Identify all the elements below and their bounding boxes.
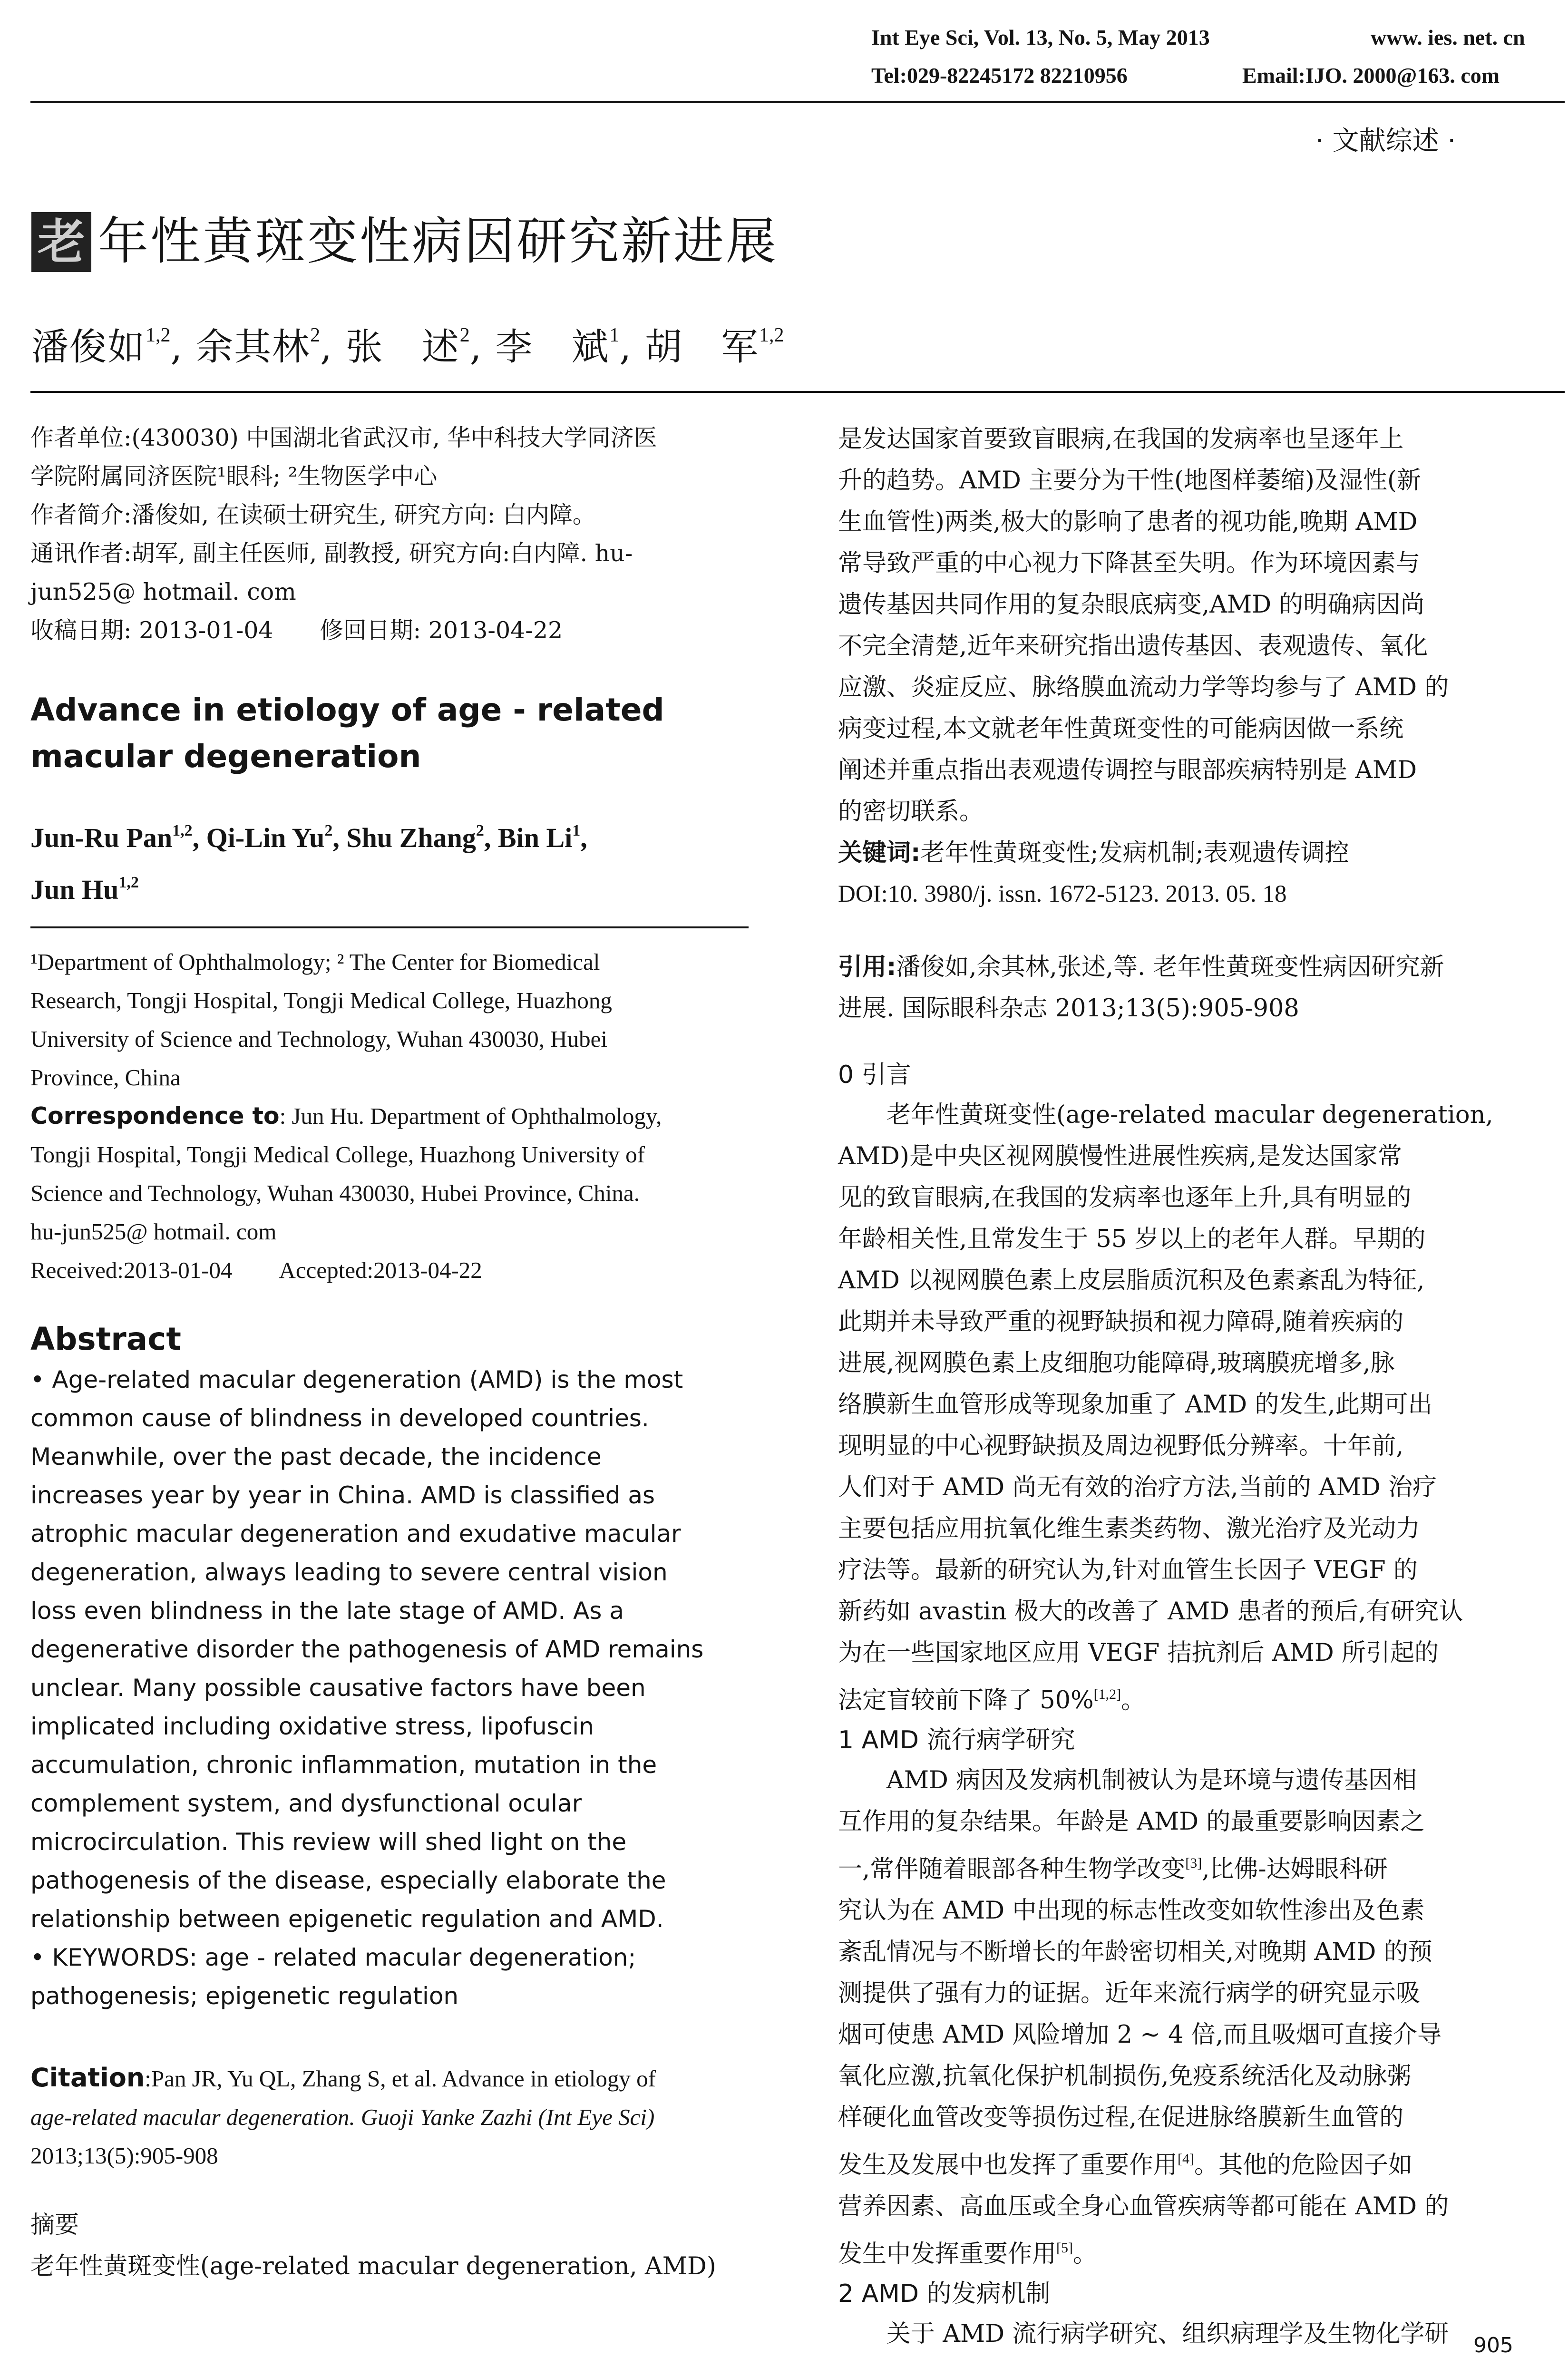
corresponding-email: jun525@ hotmail. com [30,578,296,605]
author-bio-line: 作者简介:潘俊如, 在读硕士研究生, 研究方向: 白内障。 [30,501,596,528]
keywords-chinese: 关键词:老年性黄斑变性;发病机制;表观遗传调控 [838,839,1349,867]
chinese-abstract: 是发达国家首要致盲眼病,在我国的发病率也呈逐年上 升的趋势。AMD 主要分为干性(地图样萎缩)及湿性(新 生血管性)两类,极大的影响了患者的视功能,晚期 AMD 常导致严重的中心视力下降甚至失明。作为环境因素与 遗传基因共同作用的复杂眼底病变,AMD 的明确病因尚 不完全清楚,近年来研究指出遗传基因、表观遗传、氧化 应激、炎症反应、脉络膜血流动力学等均参与了 AMD 的 病变过程,本文就老年性黄斑变性的可能病因做一系统 阐述并重点指出表观遗传调控与眼部疾病特别是 AMD 的密切联系。 [838,425,1449,826]
journal-citation-line: Int Eye Sci, Vol. 13, No. 5, May 2013 [871,25,1210,49]
dates-line: 收稿日期: 2013-01-04 修回日期: 2013-04-22 [30,617,563,644]
section-2-body: 关于 AMD 流行病学研究、组织病理学及生物化学研 [838,2320,1449,2348]
section-label: · 文献综述 · [1315,126,1456,156]
affiliation-line: 学院附属同济医院¹眼科; ²生物医学中心 [30,463,438,490]
journal-tel: Tel:029-82245172 82210956 [871,63,1128,88]
english-title: Advance in etiology of age - related macular degeneration [30,692,664,775]
section-2-heading: 2 AMD 的发病机制 [838,2280,1051,2308]
journal-email: Email:IJO. 2000@163. com [1242,63,1500,88]
section-0-body: 老年性黄斑变性(age-related macular degeneration, AMD)是中央区视网膜慢性进展性疾病,是发达国家常 见的致盲眼病,在我国的发病率也逐年上升,具有明显的 年龄相关性,且常发生于 55 岁以上的老年人群。早期的 AMD 以视网膜色素上皮层脂质沉积及色素紊乱为特征, 此期并未导致严重的视野缺损和视力障碍,随着疾病的 进展,视网膜色素上皮细胞功能障碍,玻璃膜疣增多,脉 络膜新生血管形成等现象加重了 AMD 的发生,此期可出 现明显的中心视野缺损及周边视野低分辨率。十年前, 人们对于 AMD 尚无有效的治疗方法,当前的 AMD 治疗 主要包括应用抗氧化维生素类药物、激光治疗及光动力 疗法等。最新的研究认为,针对血管生长因子 VEGF 的 新药如 avastin 极大的改善了 AMD 患者的预后,有研究认 为在一些国家地区应用 VEGF 拮抗剂后 AMD 所引起的 法定盲较前下降了 50%[1,2]。 [838,1101,1493,1715]
article-title: 年性黄斑变性病因研究新进展 [98,212,778,271]
page-number: 905 [1473,2333,1513,2358]
zhaiyao-heading: 摘要 [30,2211,79,2239]
english-authors: Jun-Ru Pan$^{1,2}$, Qi-Lin Yu$^2$, Shu Zhang$^2$, Bin Li$^1$, [30,822,587,853]
title-initial-block: 老 [31,212,91,272]
author-name: 余其林 [196,326,311,369]
author-name: 胡 军 [644,326,759,369]
abstract-body: • Age-related macular degeneration (AMD) is the most common cause of blindness in developed countries. Meanwhile, over the past decade, the incidence increases year by year in China. AMD is classified as atrophic macular degeneration and exudative macular degeneration, always leading to severe central vision loss even blindness in the late stage of AMD. As a degenerative disorder the pathogenesis of AMD remains unclear. Many possible causative factors have been implicated including oxidative stress, lipofuscin accumulation, chronic inflammation, mutation in the complement system, and dysfunctional ocular microcirculation. This review will shed light on the pathogenesis of the disease, especially elaborate the relationship between epigenetic regulation and AMD. • KEYWORDS: age - related macular degeneration; pathogenesis; epigenetic regulation [30,1361,753,2016]
section-1-body: AMD 病因及发病机制被认为是环境与遗传基因相 互作用的复杂结果。年龄是 AMD 的最重要影响因素之 一,常伴随着眼部各种生物学改变[3],比佛-达姆眼科研 究认为在 AMD 中出现的标志性改变如软性渗出及色素 紊乱情况与不断增长的年龄密切相关,对晚期 AMD 的预 测提供了强有力的证据。近年来流行病学的研究显示吸 烟可使患 AMD 风险增加 2 ~ 4 倍,而且吸烟可直接介导 氧化应激,抗氧化保护机制损伤,免疫系统活化及动脉粥 样硬化血管改变等损伤过程,在促进脉络膜新生血管的 发生及发展中也发挥了重要作用[4]。其他的危险因子如 营养因素、高血压或全身心血管疾病等都可能在 AMD 的 发生中发挥重要作用[5]。 [838,1766,1449,2268]
right-column [838,419,1566,2355]
header-rule [30,101,1565,103]
authors-chinese: 潘俊如$^{1,2}$, 余其林$^2$, 张 述$^2$, 李 斌$^1$, 胡 军$^{1,2}$ [31,324,784,369]
english-authors-line2: Jun Hu$^{1,2}$ [30,874,139,905]
zhaiyao-first-line: 老年性黄斑变性(age-related macular degeneration, AMD) [30,2252,716,2280]
abstract-heading: Abstract [30,1321,181,1357]
citation: Citation:Pan JR, Yu QL, Zhang S, et al. Advance in etiology of age-related macular degeneration. Guoji Yanke Zazhi (Int Eye Sci) 2013;13(5):905-908 [30,2063,656,2169]
journal-website: www. ies. net. cn [1371,25,1525,49]
english-affiliation: ¹Department of Ophthalmology; ² The Center for Biomedical Research, Tongji Hospital, Tongji Medical College, Huazhong University of Science and Technology, Wuhan 430030, Hubei Province, China [30,949,612,1091]
correspondence: Correspondence to: Jun Hu. Department of Ophthalmology, Tongji Hospital, Tongji Medical College, Huazhong University of Science and Technology, Wuhan 430030, Hubei Province, China. hu-jun525@ hotmail. com Received:2013-01-04 Accepted:2013-04-22 [30,1102,662,1283]
left-column [30,419,753,2287]
corresponding-author-line: 通讯作者:胡军, 副主任医师, 副教授, 研究方向:白内障. hu- [30,540,633,567]
author-name: 李 斌 [495,326,610,369]
author-name: 潘俊如 [31,326,146,369]
author-name: 张 述 [345,326,460,369]
doi: DOI:10. 3980/j. issn. 1672-5123. 2013. 05. 18 [838,881,1287,907]
authors-rule [30,391,1565,393]
affiliation-line: 作者单位:(430030) 中国湖北省武汉市, 华中科技大学同济医 [30,424,657,451]
keywords-line: • KEYWORDS: age - related macular degeneration; [30,1944,636,1971]
affiliation-block [30,419,753,650]
yinyong: 引用:潘俊如,余其林,张述,等. 老年性黄斑变性病因研究新 进展. 国际眼科杂志 2013;13(5):905-908 [838,953,1444,1023]
section-1-heading: 1 AMD 流行病学研究 [838,1726,1075,1754]
section-0-heading: 0 引言 [838,1061,911,1089]
